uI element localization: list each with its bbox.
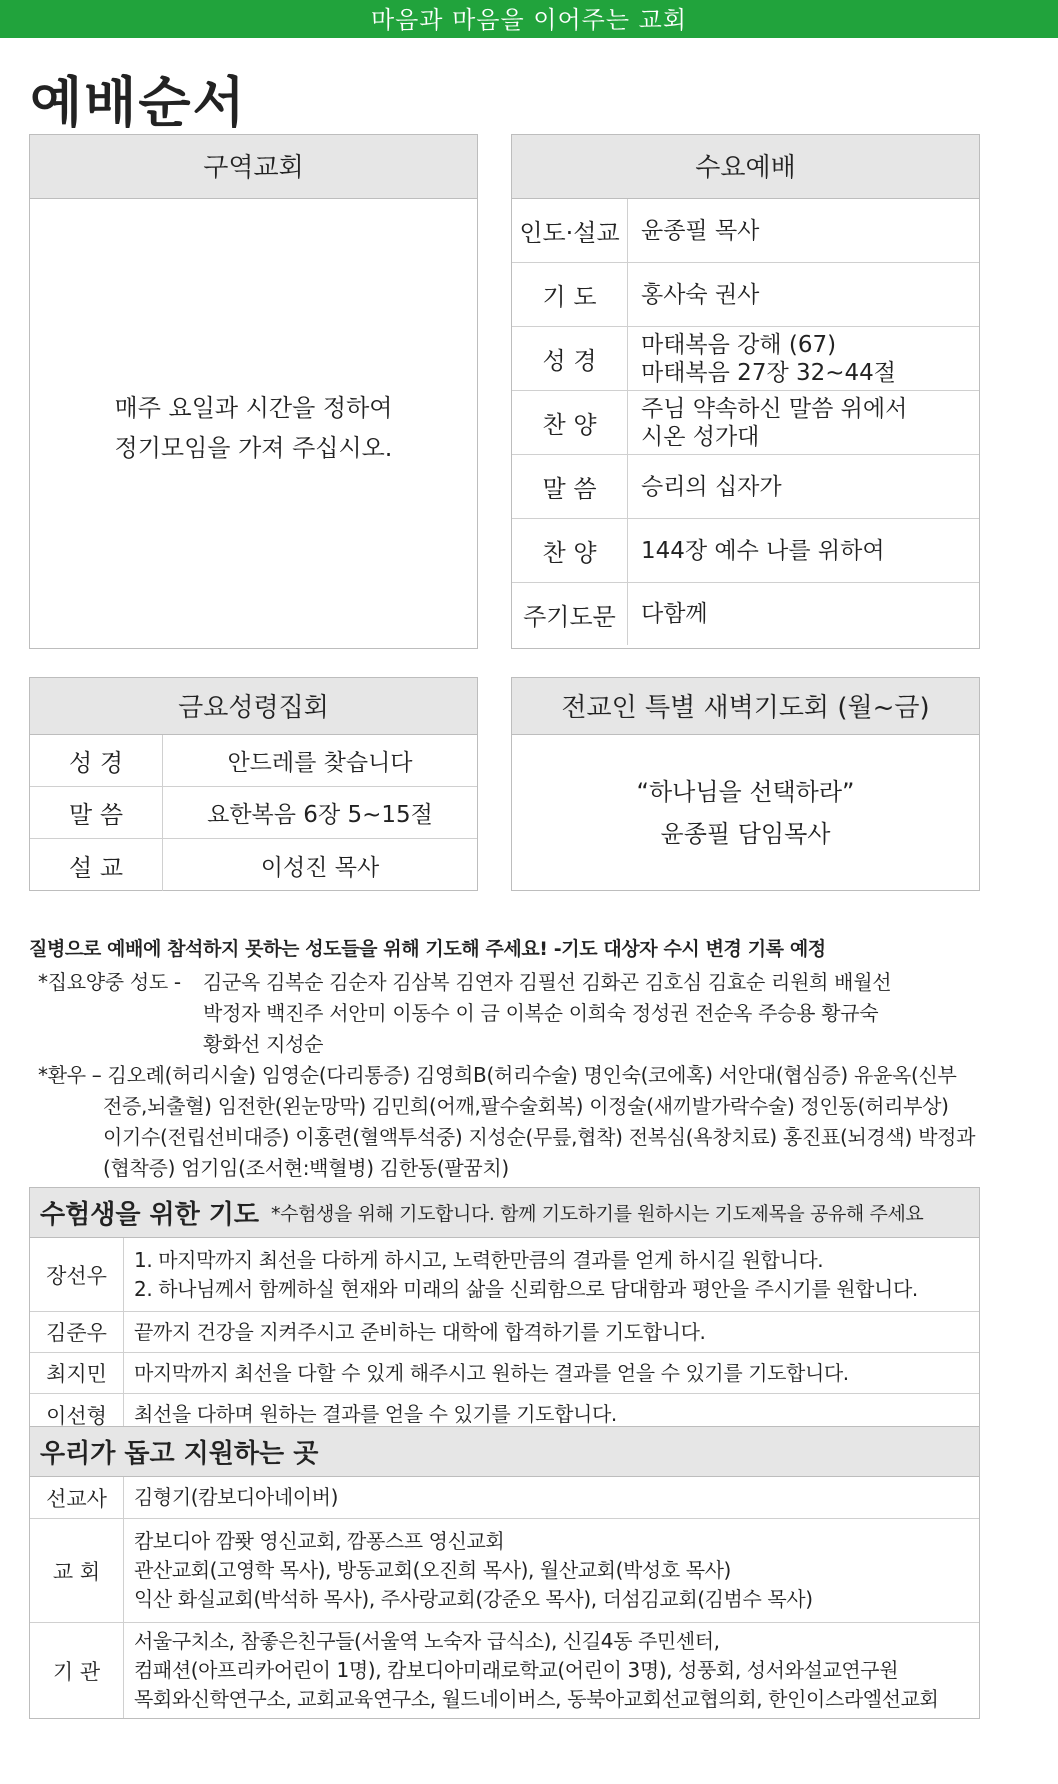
- patients-line: *환우 – 김오례(허리시술) 임영순(다리통증) 김영희B(허리수술) 명인숙(코에혹) 서안대(협심증) 유윤옥(신부: [38, 1063, 957, 1087]
- students-prayer-heading: 수험생을 위한 기도: [40, 1200, 260, 1230]
- service-row: [512, 199, 979, 263]
- service-row-label: 찬 양: [512, 519, 628, 582]
- support-row: [30, 1477, 979, 1519]
- service-row: [512, 263, 979, 327]
- prayer-line: 끝까지 건강을 지켜주시고 준비하는 대학에 합격하기를 기도합니다.: [134, 1319, 706, 1344]
- patients-line: (협착증) 엄기임(조서현:백혈병) 김한동(팔꿈치): [103, 1156, 509, 1180]
- students-prayer-table: [29, 1187, 980, 1436]
- service-row-value: [628, 455, 979, 518]
- value-line: 시온 성가대: [641, 423, 760, 450]
- value-line: 승리의 십자가: [641, 473, 782, 500]
- friday-row-label: 설 교: [30, 839, 163, 891]
- wednesday-service-box: [511, 134, 980, 649]
- prayer-line: 1. 마지막까지 최선을 다하게 하시고, 노력한만큼의 결과를 얻게 하시길 원합니다.: [134, 1247, 824, 1272]
- service-row: [512, 327, 979, 391]
- student-prayer: [124, 1238, 979, 1311]
- student-prayer: [124, 1353, 979, 1393]
- district-church-body: [30, 199, 477, 648]
- support-value: [124, 1519, 979, 1622]
- service-row-value: [628, 327, 979, 390]
- friday-row-value: 안드레를 찾습니다: [227, 750, 413, 776]
- students-prayer-subheading: *수험생을 위해 기도합니다. 함께 기도하기를 원하시는 기도제목을 공유해 주세요: [271, 1203, 924, 1225]
- support-row: [30, 1519, 979, 1623]
- support-line: 서울구치소, 참좋은친구들(서울역 노숙자 급식소), 신길4동 주민센터,: [134, 1629, 720, 1653]
- support-table: [29, 1426, 980, 1719]
- service-row-label: 성 경: [512, 327, 628, 390]
- nursing-line: 김군옥 김복순 김순자 김삼복 김연자 김필선 김화곤 김호심 김효순 리원희 배월선: [203, 970, 892, 994]
- nursing-line: 황화선 지성순: [203, 1032, 324, 1056]
- top-banner: 마음과 마음을 이어주는 교회: [0, 0, 1058, 38]
- page-title: 예배순서: [30, 71, 247, 134]
- friday-row: [30, 787, 477, 839]
- service-row: [512, 455, 979, 519]
- student-name: 장선우: [30, 1238, 124, 1311]
- support-row: [30, 1623, 979, 1718]
- value-line: 주님 약속하신 말씀 위에서: [641, 395, 908, 422]
- value-line: 마태복음 27장 32~44절: [641, 359, 897, 386]
- dawn-prayer-theme: “하나님을 선택하라”: [636, 777, 855, 806]
- student-name: 최지민: [30, 1353, 124, 1393]
- patients-line: 전증,뇌출혈) 임전한(왼눈망막) 김민희(어깨,팔수술회복) 이정술(새끼발가락수술) 정인동(허리부상): [103, 1094, 949, 1118]
- service-row: [512, 519, 979, 583]
- student-row: [30, 1238, 979, 1312]
- prayer-line: 마지막까지 최선을 다할 수 있게 해주시고 원하는 결과를 얻을 수 있기를 기도합니다.: [134, 1360, 849, 1385]
- district-church-heading: 구역교회: [30, 135, 477, 199]
- support-label: 선교사: [30, 1477, 124, 1518]
- prayer-line: 최선을 다하며 원하는 결과를 얻을 수 있기를 기도합니다.: [134, 1402, 617, 1426]
- service-row-value: [628, 199, 979, 262]
- student-name: 이선형: [30, 1394, 124, 1435]
- friday-row: [30, 839, 477, 891]
- service-row-label: 인도·설교: [512, 199, 628, 262]
- prayer-notice: 질병으로 예배에 참석하지 못하는 성도들을 위해 기도해 주세요! -기도 대상자 수시 변경 기록 예정: [29, 938, 826, 960]
- friday-row: [30, 735, 477, 787]
- support-label: 교 회: [30, 1519, 124, 1622]
- service-row-value: [628, 391, 979, 454]
- friday-row-label: 성 경: [30, 735, 163, 786]
- friday-row-value: 이성진 목사: [260, 854, 380, 881]
- students-prayer-header: [30, 1188, 979, 1238]
- dawn-prayer-speaker: 윤종필 담임목사: [660, 819, 831, 848]
- service-row-value: [628, 583, 979, 645]
- value-line: 다함께: [641, 601, 708, 627]
- friday-row-label: 말 씀: [30, 787, 163, 838]
- support-line: 컴패션(아프리카어린이 1명), 캄보디아미래로학교(어린이 3명), 성풍회, 성서와설교연구원: [134, 1658, 899, 1682]
- support-line: 관산교회(고영학 목사), 방동교회(오진희 목사), 월산교회(박성호 목사): [134, 1558, 731, 1582]
- dawn-prayer-body: [512, 735, 979, 890]
- wednesday-service-heading: 수요예배: [512, 135, 979, 199]
- district-church-box: [29, 134, 478, 649]
- value-line: 마태복음 강해 (67): [641, 331, 837, 358]
- support-line: 익산 화실교회(박석하 목사), 주사랑교회(강준오 목사), 더섬김교회(김범수 목사): [134, 1587, 813, 1611]
- district-church-line: 정기모임을 가져 주십시오.: [114, 433, 393, 462]
- nursing-names: [203, 967, 1003, 1060]
- nursing-label: *집요양중 성도 -: [38, 970, 181, 994]
- district-church-line: 매주 요일과 시간을 정하여: [114, 393, 393, 422]
- service-row-value: [628, 519, 979, 582]
- dawn-prayer-box: [511, 677, 980, 891]
- support-line: 김형기(캄보디아네이버): [134, 1485, 339, 1509]
- friday-meeting-heading: 금요성령집회: [30, 678, 477, 735]
- student-row: [30, 1312, 979, 1353]
- support-value: [124, 1623, 979, 1718]
- patients-list: [38, 1060, 988, 1184]
- service-row-value: [628, 263, 979, 326]
- student-row: [30, 1353, 979, 1394]
- support-line: 캄보디아 깜퐛 영신교회, 깜퐁스프 영신교회: [134, 1529, 505, 1553]
- friday-row-value: 요한복음 6장 5~15절: [207, 802, 433, 828]
- support-heading: 우리가 돕고 지원하는 곳: [40, 1439, 319, 1469]
- support-header: [30, 1427, 979, 1477]
- dawn-prayer-heading: 전교인 특별 새벽기도회 (월~금): [512, 678, 979, 735]
- prayer-line: 2. 하나님께서 함께하실 현재와 미래의 삶을 신뢰함으로 담대함과 평안을 주시기를 원합니다.: [134, 1276, 918, 1301]
- service-row: [512, 391, 979, 455]
- student-prayer: [124, 1312, 979, 1352]
- value-line: 윤종필 목사: [641, 217, 760, 244]
- student-name: 김준우: [30, 1312, 124, 1352]
- service-row-label: 주기도문: [512, 583, 628, 645]
- value-line: 홍사숙 권사: [641, 281, 760, 308]
- support-label: 기 관: [30, 1623, 124, 1718]
- service-row: [512, 583, 979, 645]
- service-row-label: 말 씀: [512, 455, 628, 518]
- support-line: 목회와신학연구소, 교회교육연구소, 월드네이버스, 동북아교회선교협의회, 한인이스라엘선교회: [134, 1687, 939, 1711]
- nursing-line: 박정자 백진주 서안미 이동수 이 금 이복순 이희숙 정성권 전순옥 주승용 황규숙: [203, 1001, 879, 1025]
- patients-line: 이기수(전립선비대증) 이홍련(혈액투석중) 지성순(무릎,협착) 전복심(욕창치료) 홍진표(뇌경색) 박정과: [103, 1125, 976, 1149]
- friday-meeting-box: [29, 677, 478, 891]
- service-row-label: 기 도: [512, 263, 628, 326]
- value-line: 144장 예수 나를 위하여: [641, 537, 885, 564]
- service-row-label: 찬 양: [512, 391, 628, 454]
- support-value: [124, 1477, 979, 1518]
